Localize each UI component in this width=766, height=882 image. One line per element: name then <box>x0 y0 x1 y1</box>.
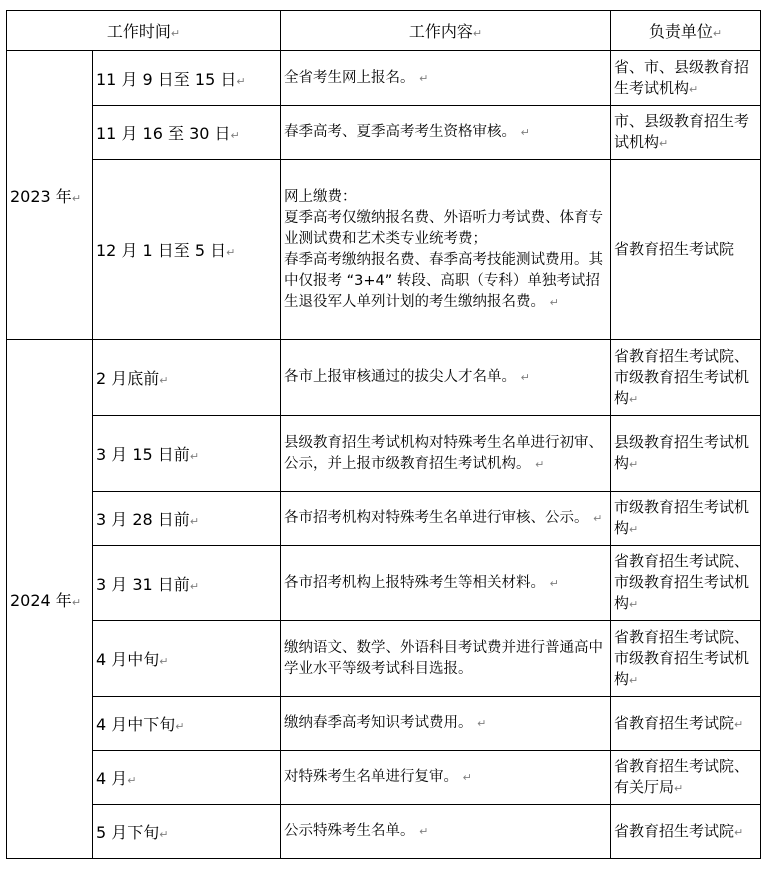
table-row <box>7 416 761 492</box>
table-row <box>7 546 761 621</box>
table-row <box>7 51 761 106</box>
date-cell: 3 月 15 日前↵ <box>93 416 281 492</box>
unit-cell: 市、县级教育招生考试机构↵ <box>611 106 761 160</box>
unit-cell: 省、市、县级教育招生考试机构↵ <box>611 51 761 106</box>
content-cell: 各市上报审核通过的拔尖人才名单。 ↵ <box>281 340 611 416</box>
table-row <box>7 160 761 340</box>
unit-cell: 省教育招生考试院↵ <box>611 697 761 751</box>
date-cell: 5 月下旬↵ <box>93 805 281 859</box>
year-cell: 2023 年↵ <box>7 51 93 340</box>
header-unit: 负责单位↵ <box>611 11 761 51</box>
unit-cell: 省教育招生考试院、市级教育招生考试机构↵ <box>611 621 761 697</box>
date-cell: 12 月 1 日至 5 日↵ <box>93 160 281 340</box>
date-cell: 11 月 9 日至 15 日↵ <box>93 51 281 106</box>
date-cell: 2 月底前↵ <box>93 340 281 416</box>
unit-cell: 市级教育招生考试机构↵ <box>611 492 761 546</box>
content-cell: 春季高考、夏季高考考生资格审核。 ↵ <box>281 106 611 160</box>
schedule-table <box>6 10 761 859</box>
date-cell: 3 月 28 日前↵ <box>93 492 281 546</box>
content-cell: 缴纳春季高考知识考试费用。 ↵ <box>281 697 611 751</box>
header-time: 工作时间↵ <box>7 11 281 51</box>
unit-cell: 省教育招生考试院、有关厅局↵ <box>611 751 761 805</box>
unit-cell: 省教育招生考试院、市级教育招生考试机构↵ <box>611 546 761 621</box>
unit-cell: 省教育招生考试院、市级教育招生考试机构↵ <box>611 340 761 416</box>
header-row <box>7 11 761 51</box>
table-row <box>7 697 761 751</box>
date-cell: 3 月 31 日前↵ <box>93 546 281 621</box>
content-cell: 公示特殊考生名单。 ↵ <box>281 805 611 859</box>
unit-cell: 县级教育招生考试机构↵ <box>611 416 761 492</box>
header-content: 工作内容↵ <box>281 11 611 51</box>
content-cell: 网上缴费： 夏季高考仅缴纳报名费、外语听力考试费、体育专业测试费和艺术类专业统考费； 春季高考缴纳报名费、春季高考技能测试费用。其中仅报考 “3+4” 转段、高职（专科）单独考试招生退役军人单列计划的考生缴纳报名费。 ↵ <box>281 160 611 340</box>
date-cell: 4 月中下旬↵ <box>93 697 281 751</box>
year-cell: 2024 年↵ <box>7 340 93 859</box>
content-cell: 各市招考机构上报特殊考生等相关材料。 ↵ <box>281 546 611 621</box>
unit-cell: 省教育招生考试院↵ <box>611 805 761 859</box>
date-cell: 4 月↵ <box>93 751 281 805</box>
content-cell: 各市招考机构对特殊考生名单进行审核、公示。 ↵ <box>281 492 611 546</box>
table-row <box>7 106 761 160</box>
content-cell: 对特殊考生名单进行复审。 ↵ <box>281 751 611 805</box>
table-row <box>7 751 761 805</box>
content-cell: 全省考生网上报名。 ↵ <box>281 51 611 106</box>
content-cell: 缴纳语文、数学、外语科目考试费并进行普通高中学业水平等级考试科目选报。 <box>281 621 611 697</box>
content-cell: 县级教育招生考试机构对特殊考生名单进行初审、公示，并上报市级教育招生考试机构。 ↵ <box>281 416 611 492</box>
table-row <box>7 492 761 546</box>
table-row <box>7 340 761 416</box>
table-row <box>7 621 761 697</box>
unit-cell: 省教育招生考试院 <box>611 160 761 340</box>
table-row <box>7 805 761 859</box>
date-cell: 4 月中旬↵ <box>93 621 281 697</box>
date-cell: 11 月 16 至 30 日↵ <box>93 106 281 160</box>
